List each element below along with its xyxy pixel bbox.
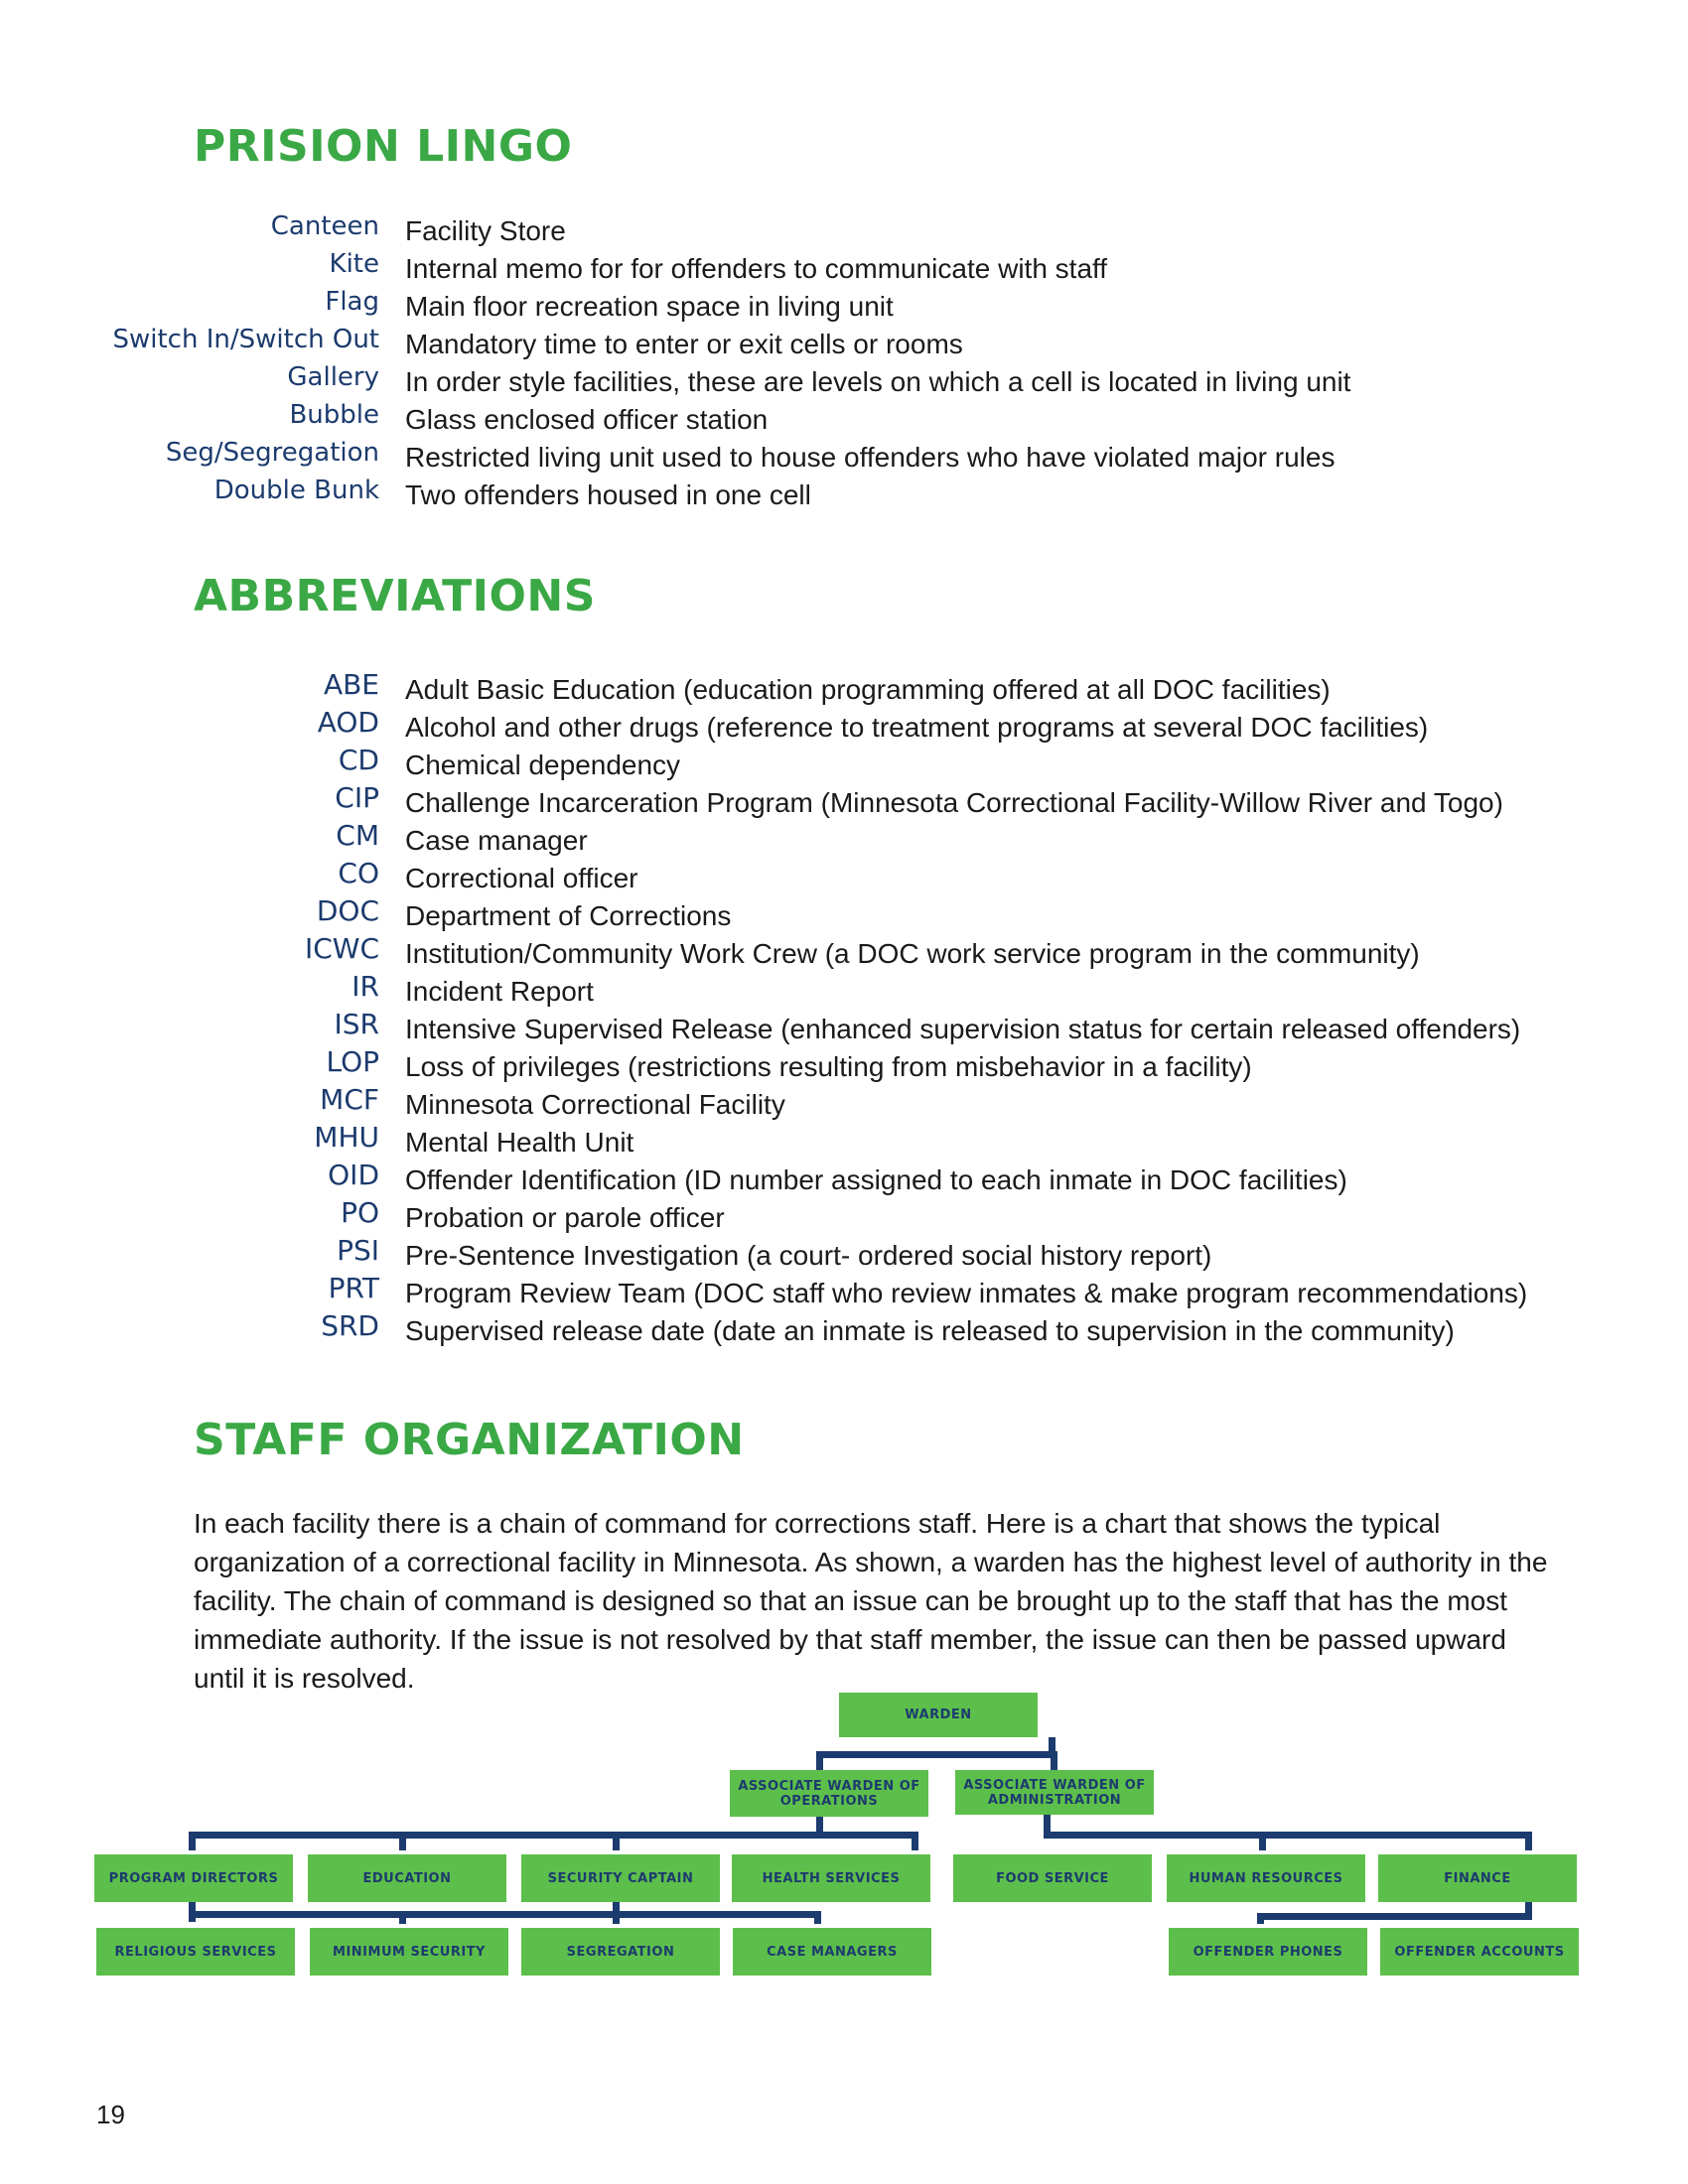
abbreviation-definition: Challenge Incarceration Program (Minnesota Correctional Facility-Willow River and Togo)	[405, 787, 1503, 818]
org-connector	[1044, 1832, 1532, 1839]
prison-lingo-heading: PRISION LINGO	[194, 121, 573, 172]
abbreviation-term: CD	[338, 744, 379, 776]
abbreviation-definition: Minnesota Correctional Facility	[405, 1089, 785, 1120]
abbreviation-term: CM	[336, 819, 379, 852]
abbreviation-definition: Supervised release date (date an inmate is released to supervision in the community)	[405, 1315, 1455, 1346]
lingo-definition: Glass enclosed officer station	[405, 404, 769, 435]
abbreviation-term: PRT	[328, 1272, 379, 1304]
lingo-term: Switch In/Switch Out	[112, 325, 379, 354]
org-box-offender-accounts: OFFENDER ACCOUNTS	[1380, 1928, 1579, 1976]
abbreviations-heading: ABBREVIATIONS	[194, 571, 596, 621]
org-box-food-service: FOOD SERVICE	[953, 1854, 1152, 1902]
lingo-definition: Two offenders housed in one cell	[405, 479, 811, 510]
abbreviation-row	[0, 821, 1688, 859]
org-connector	[189, 1911, 821, 1918]
abbreviation-row	[0, 670, 1688, 708]
org-box-warden: WARDEN	[839, 1693, 1038, 1737]
abbreviation-term: PO	[341, 1196, 379, 1229]
abbreviation-term: CO	[338, 857, 379, 889]
abbreviation-term: PSI	[337, 1234, 379, 1267]
staff-organization-paragraph: In each facility there is a chain of command for corrections staff. Here is a chart that shows the typical organization of a correctional facility in Minnesota. As shown, a warden has the highest level of authority in the facility. The chain of command is designed so that an issue can be brought up to the staff that has the most immediate authority. If the issue is not resolved by that staff member, the issue can then be passed upward until it is resolved.	[194, 1508, 1548, 1694]
org-connector	[399, 1832, 406, 1850]
lingo-term: Gallery	[287, 362, 379, 392]
abbreviation-definition: Alcohol and other drugs (reference to treatment programs at several DOC facilities)	[405, 712, 1429, 743]
org-connector	[816, 1751, 1057, 1758]
lingo-row	[0, 400, 1688, 438]
abbreviation-row	[0, 1160, 1688, 1198]
org-connector	[1257, 1913, 1532, 1920]
abbreviation-definition: Case manager	[405, 825, 588, 856]
abbreviation-row	[0, 1085, 1688, 1123]
lingo-definition: Facility Store	[405, 215, 566, 246]
lingo-row	[0, 249, 1688, 287]
lingo-row	[0, 362, 1688, 400]
org-chart	[0, 1688, 1688, 2005]
abbreviation-row	[0, 1047, 1688, 1085]
org-box-education: EDUCATION	[308, 1854, 506, 1902]
abbreviation-term: IR	[352, 970, 379, 1003]
lingo-term: Double Bunk	[213, 476, 379, 505]
abbreviation-definition: Intensive Supervised Release (enhanced supervision status for certain released offenders)	[405, 1014, 1521, 1044]
abbreviation-row	[0, 746, 1688, 783]
org-box-health-services: HEALTH SERVICES	[732, 1854, 930, 1902]
abbreviation-term: MHU	[314, 1121, 379, 1154]
abbreviation-row	[0, 1311, 1688, 1349]
abbreviation-term: DOC	[316, 894, 379, 927]
abbreviation-term: LOP	[326, 1045, 379, 1078]
lingo-definition: Internal memo for for offenders to communicate with staff	[405, 253, 1108, 284]
org-connector	[1051, 1751, 1057, 1770]
abbreviation-definition: Probation or parole officer	[405, 1202, 725, 1233]
abbreviation-definition: Institution/Community Work Crew (a DOC work service program in the community)	[405, 938, 1420, 969]
abbreviation-term: ISR	[334, 1008, 379, 1040]
lingo-definition: Main floor recreation space in living unit	[405, 291, 894, 322]
abbreviation-definition: Pre-Sentence Investigation (a court- ordered social history report)	[405, 1240, 1212, 1271]
lingo-definition: Restricted living unit used to house offenders who have violated major rules	[405, 442, 1336, 473]
abbreviation-definition: Loss of privileges (restrictions resulting from misbehavior in a facility)	[405, 1051, 1252, 1082]
abbreviation-row	[0, 934, 1688, 972]
abbreviation-row	[0, 1198, 1688, 1236]
org-box-program-directors: PROGRAM DIRECTORS	[94, 1854, 293, 1902]
org-connector	[189, 1832, 918, 1839]
org-connector	[1259, 1832, 1266, 1850]
lingo-row	[0, 476, 1688, 513]
org-connector	[1525, 1832, 1532, 1850]
abbreviation-term: MCF	[320, 1083, 379, 1116]
abbreviation-term: ICWC	[304, 932, 379, 965]
org-box-associate-warden-administration: ASSOCIATE WARDEN OF ADMINISTRATION	[955, 1770, 1154, 1815]
org-box-security-captain: SECURITY CAPTAIN	[521, 1854, 720, 1902]
org-box-minimum-security: MINIMUM SECURITY	[310, 1928, 508, 1976]
abbreviation-row	[0, 708, 1688, 746]
staff-organization-heading: STAFF ORGANIZATION	[194, 1415, 745, 1465]
org-box-associate-warden-operations: ASSOCIATE WARDEN OF OPERATIONS	[730, 1770, 928, 1817]
abbreviation-definition: Program Review Team (DOC staff who review inmates & make program recommendations)	[405, 1278, 1528, 1308]
org-connector	[399, 1911, 406, 1924]
org-connector	[613, 1902, 620, 1924]
lingo-row	[0, 438, 1688, 476]
abbreviation-term: AOD	[317, 706, 379, 739]
org-connector	[912, 1832, 918, 1850]
abbreviation-row	[0, 783, 1688, 821]
org-connector	[816, 1751, 823, 1770]
lingo-row	[0, 287, 1688, 325]
abbreviation-term: ABE	[323, 668, 379, 701]
lingo-row	[0, 325, 1688, 362]
org-connector	[613, 1832, 620, 1850]
abbreviation-definition: Adult Basic Education (education programming offered at all DOC facilities)	[405, 674, 1331, 705]
org-box-case-managers: CASE MANAGERS	[733, 1928, 931, 1976]
abbreviation-row	[0, 1123, 1688, 1160]
lingo-term: Kite	[329, 249, 379, 279]
org-box-religious-services: RELIGIOUS SERVICES	[96, 1928, 295, 1976]
org-box-finance: FINANCE	[1378, 1854, 1577, 1902]
abbreviation-definition: Mental Health Unit	[405, 1127, 634, 1158]
org-box-segregation: SEGREGATION	[521, 1928, 720, 1976]
abbreviation-definition: Chemical dependency	[405, 750, 681, 780]
lingo-term: Bubble	[289, 400, 379, 430]
lingo-term: Canteen	[270, 211, 379, 241]
lingo-definition: Mandatory time to enter or exit cells or rooms	[405, 329, 963, 359]
abbreviation-row	[0, 972, 1688, 1010]
org-box-offender-phones: OFFENDER PHONES	[1169, 1928, 1367, 1976]
abbreviation-definition: Department of Corrections	[405, 900, 732, 931]
abbreviation-term: CIP	[335, 781, 379, 814]
org-connector	[189, 1832, 196, 1850]
lingo-row	[0, 211, 1688, 249]
org-connector	[1257, 1913, 1264, 1924]
abbreviation-term: OID	[328, 1159, 379, 1191]
abbreviation-definition: Offender Identification (ID number assigned to each inmate in DOC facilities)	[405, 1164, 1347, 1195]
org-connector	[814, 1911, 821, 1924]
abbreviation-row	[0, 896, 1688, 934]
org-box-human-resources: HUMAN RESOURCES	[1167, 1854, 1365, 1902]
abbreviation-row	[0, 1010, 1688, 1047]
abbreviation-row	[0, 1236, 1688, 1274]
lingo-definition: In order style facilities, these are levels on which a cell is located in living unit	[405, 366, 1351, 397]
abbreviation-row	[0, 859, 1688, 896]
abbreviation-definition: Correctional officer	[405, 863, 638, 893]
lingo-term: Flag	[325, 287, 379, 317]
lingo-term: Seg/Segregation	[165, 438, 379, 468]
page-number: 19	[96, 2100, 125, 2129]
abbreviation-term: SRD	[321, 1309, 379, 1342]
abbreviation-definition: Incident Report	[405, 976, 594, 1007]
abbreviation-row	[0, 1274, 1688, 1311]
